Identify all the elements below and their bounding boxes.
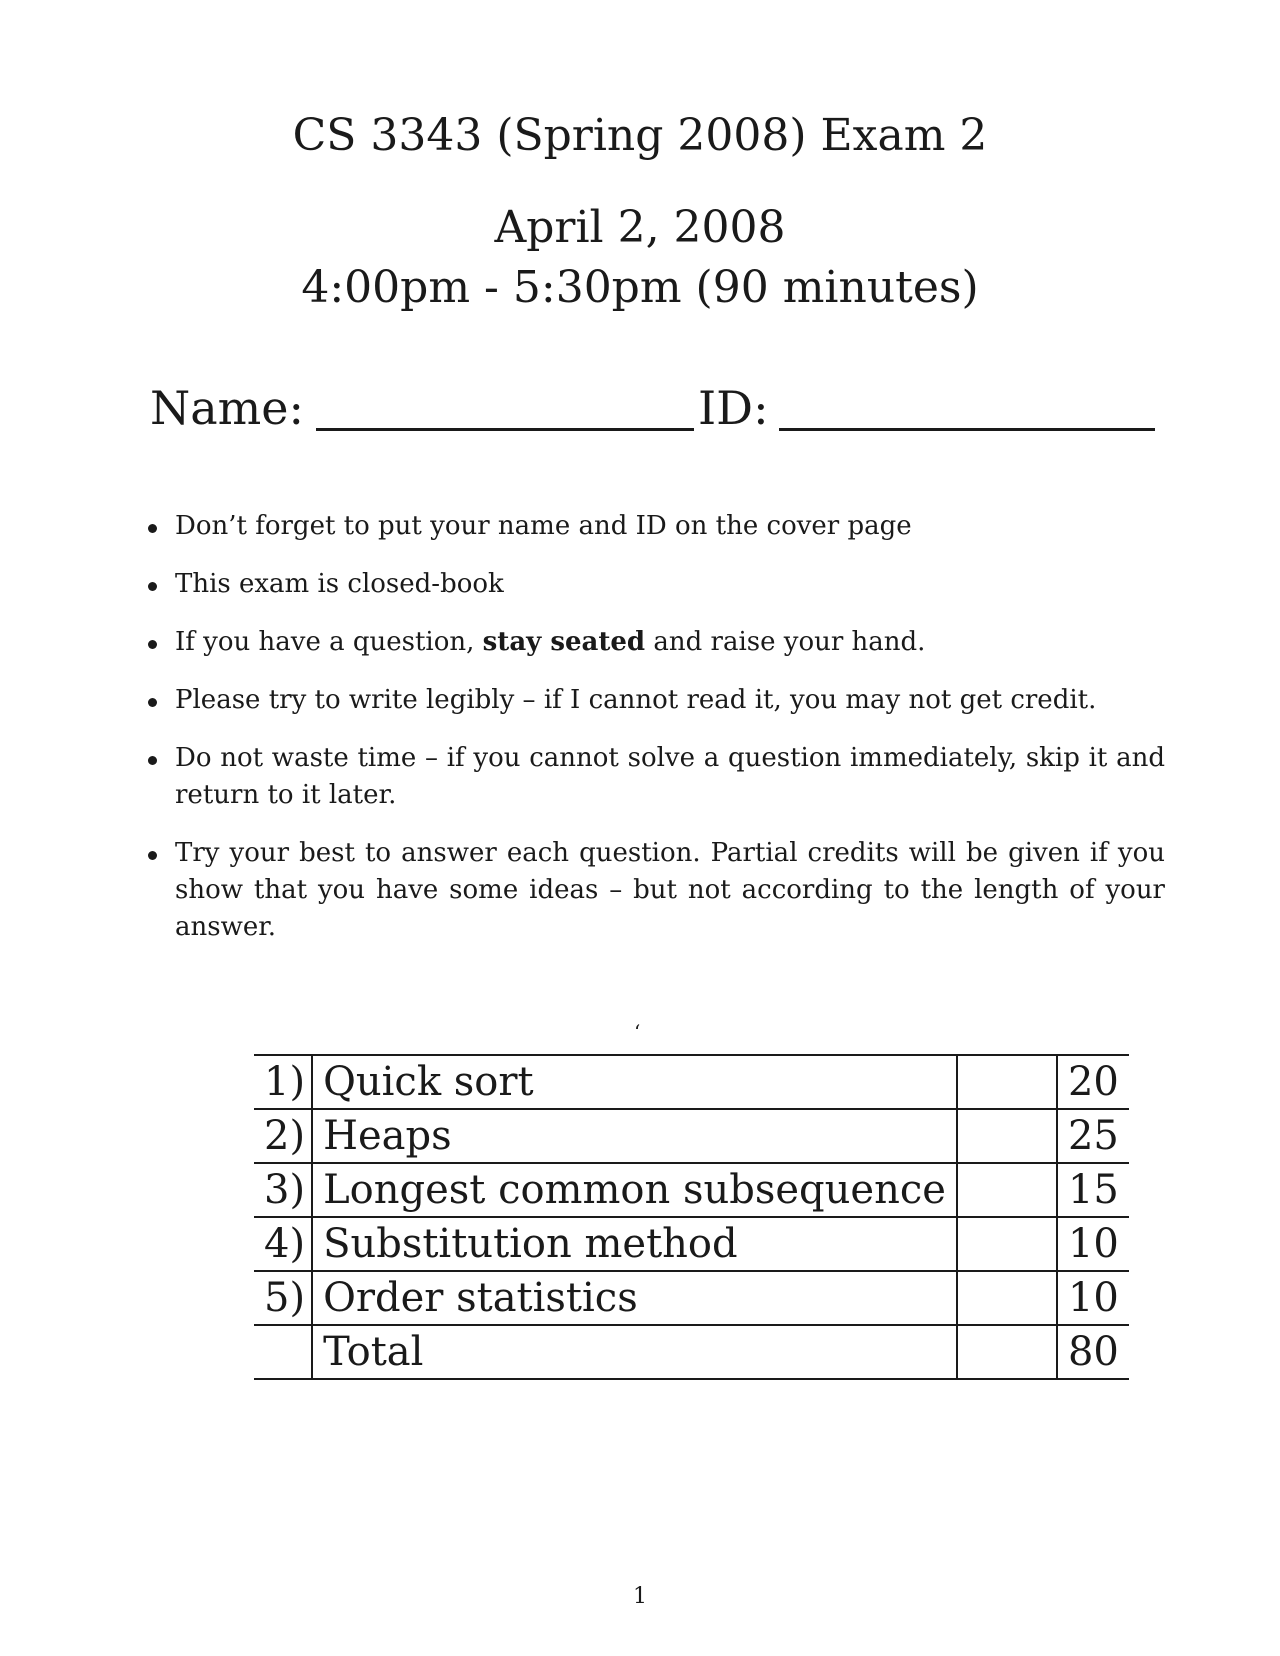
score-cell[interactable] (957, 1217, 1057, 1271)
question-number: 2) (254, 1109, 312, 1163)
exam-date: April 2, 2008 (494, 202, 786, 253)
max-points: 10 (1057, 1271, 1129, 1325)
question-number: 1) (254, 1055, 312, 1109)
table-row (254, 1055, 1129, 1109)
id-label: ID: (698, 381, 769, 435)
score-cell[interactable] (957, 1163, 1057, 1217)
emphasis-text: stay seated (482, 627, 646, 657)
total-score-cell[interactable] (957, 1325, 1057, 1379)
table-row (254, 1109, 1129, 1163)
instructions-list (145, 508, 1165, 967)
table-row (254, 1163, 1129, 1217)
identity-row (150, 381, 1155, 435)
table-row (254, 1271, 1129, 1325)
question-topic: Quick sort (312, 1055, 957, 1109)
total-label: Total (312, 1325, 957, 1379)
table-row (254, 1217, 1129, 1271)
name-blank-line[interactable] (316, 390, 694, 431)
question-number: 3) (254, 1163, 312, 1217)
instruction-item: If you have a question, stay seated and raise your hand. (145, 624, 1165, 661)
score-table (254, 1054, 1129, 1380)
max-points: 10 (1057, 1217, 1129, 1271)
question-number: 5) (254, 1271, 312, 1325)
max-points: 25 (1057, 1109, 1129, 1163)
question-topic: Order statistics (312, 1271, 957, 1325)
question-topic: Substitution method (312, 1217, 957, 1271)
exam-title: CS 3343 (Spring 2008) Exam 2 (292, 110, 988, 161)
stray-mark: ‘ (634, 1020, 641, 1044)
name-label: Name: (150, 381, 305, 435)
question-number (254, 1325, 312, 1379)
score-cell[interactable] (957, 1271, 1057, 1325)
question-number: 4) (254, 1217, 312, 1271)
score-cell[interactable] (957, 1109, 1057, 1163)
exam-time: 4:00pm - 5:30pm (90 minutes) (301, 262, 979, 313)
score-cell[interactable] (957, 1055, 1057, 1109)
instruction-item: This exam is closed-book (145, 566, 1165, 603)
max-points: 15 (1057, 1163, 1129, 1217)
question-topic: Longest common subsequence (312, 1163, 957, 1217)
instruction-item: Try your best to answer each question. Partial credits will be given if you show that you have some ideas – but not according to the length of your answer. (145, 835, 1165, 946)
table-row-total (254, 1325, 1129, 1379)
max-points: 20 (1057, 1055, 1129, 1109)
total-points: 80 (1057, 1325, 1129, 1379)
instruction-item: Do not waste time – if you cannot solve a question immediately, skip it and return to it later. (145, 740, 1165, 814)
question-topic: Heaps (312, 1109, 957, 1163)
instruction-item: Please try to write legibly – if I cannot read it, you may not get credit. (145, 682, 1165, 719)
page-number: 1 (633, 1584, 647, 1609)
instruction-item: Don’t forget to put your name and ID on the cover page (145, 508, 1165, 545)
id-blank-line[interactable] (779, 390, 1155, 431)
